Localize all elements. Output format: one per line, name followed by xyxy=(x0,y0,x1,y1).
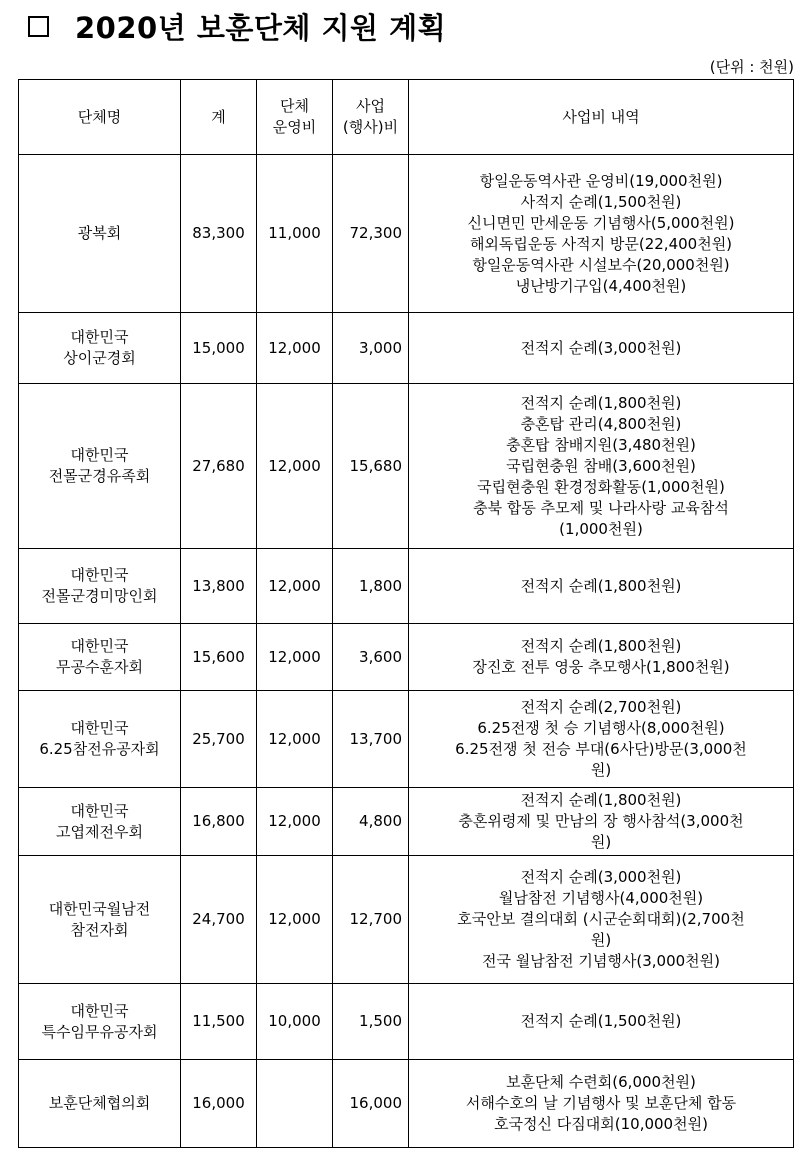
total-amount: 25,700 xyxy=(181,691,257,788)
org-name-line: 대한민국 xyxy=(70,637,129,655)
business-detail xyxy=(409,984,794,1060)
detail-line: 신니면민 만세운동 기념행사(5,000천원) xyxy=(467,213,735,232)
org-name-line: 특수임무유공자회 xyxy=(41,1022,158,1041)
business-cost: 72,300 xyxy=(333,155,409,313)
org-name xyxy=(19,856,181,984)
detail-line: 사적지 순례(1,500천원) xyxy=(520,192,682,211)
table-row xyxy=(19,691,794,788)
operating-cost: 12,000 xyxy=(257,788,333,856)
table-row xyxy=(19,856,794,984)
business-detail xyxy=(409,313,794,384)
operating-cost: 12,000 xyxy=(257,549,333,624)
table-row xyxy=(19,984,794,1060)
detail-line: 장진호 전투 영웅 추모행사(1,800천원) xyxy=(472,658,730,676)
business-detail xyxy=(409,788,794,856)
page-title xyxy=(28,6,446,46)
detail-line: 보훈단체 수련회(6,000천원) xyxy=(506,1073,696,1091)
business-cost: 12,700 xyxy=(333,856,409,984)
org-name-line: 전몰군경유족회 xyxy=(48,467,151,485)
header-biz-line1: 사업 xyxy=(356,97,385,115)
detail-line: 월남참전 기념행사(4,000천원) xyxy=(498,889,704,907)
detail-line: 전적지 순례(1,800천원) xyxy=(520,791,682,809)
org-name-line: 대한민국월남전 xyxy=(48,899,151,918)
org-name xyxy=(19,549,181,624)
org-name-line: 대한민국 xyxy=(70,801,129,820)
detail-line: 국립현충원 환경정화활동(1,000천원) xyxy=(477,477,725,496)
header-detail: 사업비 내역 xyxy=(409,80,794,155)
table-row xyxy=(19,788,794,856)
total-amount: 16,000 xyxy=(181,1060,257,1148)
header-operating-cost xyxy=(257,80,333,155)
business-detail xyxy=(409,384,794,549)
org-name xyxy=(19,691,181,788)
business-detail xyxy=(409,549,794,624)
header-total: 계 xyxy=(181,80,257,155)
business-detail xyxy=(409,691,794,788)
table-header-row xyxy=(19,80,794,155)
detail-line: (1,000천원) xyxy=(559,519,643,538)
total-amount: 15,000 xyxy=(181,313,257,384)
detail-line: 국립현충원 참배(3,600천원) xyxy=(506,456,696,475)
detail-line: 전적지 순례(1,500천원) xyxy=(520,1012,682,1030)
detail-line: 충혼위령제 및 만남의 장 행사참석(3,000천 xyxy=(458,812,744,830)
org-name xyxy=(19,984,181,1060)
business-cost: 1,500 xyxy=(333,984,409,1060)
header-name: 단체명 xyxy=(19,80,181,155)
operating-cost: 12,000 xyxy=(257,384,333,549)
detail-line: 전적지 순례(3,000천원) xyxy=(520,868,682,886)
detail-line: 항일운동역사관 시설보수(20,000천원) xyxy=(472,255,730,274)
total-amount: 27,680 xyxy=(181,384,257,549)
org-name-line: 대한민국 xyxy=(70,446,129,464)
org-name-line: 대한민국 xyxy=(70,719,129,737)
total-amount: 11,500 xyxy=(181,984,257,1060)
operating-cost: 12,000 xyxy=(257,856,333,984)
business-cost: 15,680 xyxy=(333,384,409,549)
total-amount: 13,800 xyxy=(181,549,257,624)
table-body xyxy=(19,155,794,1148)
operating-cost: 12,000 xyxy=(257,313,333,384)
detail-line: 냉난방기구입(4,400천원) xyxy=(515,276,687,295)
unit-label: (단위 : 천원) xyxy=(709,58,794,76)
total-amount: 15,600 xyxy=(181,624,257,691)
table-row xyxy=(19,1060,794,1148)
business-detail xyxy=(409,1060,794,1148)
detail-line: 호국안보 결의대회 (시군순회대회)(2,700천 xyxy=(457,910,745,928)
table-row xyxy=(19,155,794,313)
business-detail xyxy=(409,155,794,313)
header-op-line1: 단체 xyxy=(280,97,309,115)
detail-line: 원) xyxy=(590,761,612,779)
detail-line: 충혼탑 참배지원(3,480천원) xyxy=(506,435,696,454)
detail-line: 6.25전쟁 첫 전승 부대(6사단)방문(3,000천 xyxy=(455,740,747,758)
page-title-text: 2020년 보훈단체 지원 계획 xyxy=(75,10,447,45)
detail-line: 해외독립운동 사적지 방문(22,400천원) xyxy=(469,234,733,253)
org-name xyxy=(19,1060,181,1148)
total-amount: 16,800 xyxy=(181,788,257,856)
org-name-line: 대한민국 xyxy=(70,1001,129,1020)
total-amount: 24,700 xyxy=(181,856,257,984)
header-biz-line2: (행사)비 xyxy=(342,118,399,136)
org-name-line: 광복회 xyxy=(77,224,122,242)
detail-line: 전적지 순례(1,800천원) xyxy=(520,637,682,655)
detail-line: 원) xyxy=(590,931,612,949)
operating-cost: 11,000 xyxy=(257,155,333,313)
org-name-line: 참전자회 xyxy=(70,920,129,939)
checkbox-square-icon xyxy=(28,16,49,37)
detail-line: 충혼탑 관리(4,800천원) xyxy=(520,414,682,433)
business-cost: 13,700 xyxy=(333,691,409,788)
business-cost: 1,800 xyxy=(333,549,409,624)
org-name-line: 보훈단체협의회 xyxy=(48,1094,151,1112)
org-name xyxy=(19,155,181,313)
business-cost: 16,000 xyxy=(333,1060,409,1148)
detail-line: 6.25전쟁 첫 승 기념행사(8,000천원) xyxy=(477,719,725,737)
table-row xyxy=(19,313,794,384)
operating-cost xyxy=(257,1060,333,1148)
detail-line: 원) xyxy=(590,833,612,851)
detail-line: 전적지 순례(2,700천원) xyxy=(520,698,682,716)
detail-line: 서해수호의 날 기념행사 및 보훈단체 합동 xyxy=(465,1094,737,1112)
header-business-cost xyxy=(333,80,409,155)
detail-line: 전적지 순례(3,000천원) xyxy=(520,338,682,357)
header-op-line2: 운영비 xyxy=(272,118,317,136)
detail-line: 전적지 순례(1,800천원) xyxy=(520,576,682,595)
org-name-line: 전몰군경미망인회 xyxy=(41,587,158,605)
org-name xyxy=(19,788,181,856)
detail-line: 전국 월남참전 기념행사(3,000천원) xyxy=(481,952,721,970)
org-name xyxy=(19,384,181,549)
business-detail xyxy=(409,856,794,984)
table-row xyxy=(19,384,794,549)
org-name-line: 고엽제전우회 xyxy=(56,822,143,841)
detail-line: 충북 합동 추모제 및 나라사랑 교육참석 xyxy=(473,498,729,517)
operating-cost: 12,000 xyxy=(257,624,333,691)
org-name-line: 대한민국 xyxy=(70,566,129,584)
table-row xyxy=(19,624,794,691)
table-row xyxy=(19,549,794,624)
total-amount: 83,300 xyxy=(181,155,257,313)
business-cost: 4,800 xyxy=(333,788,409,856)
org-name-line: 6.25참전유공자회 xyxy=(39,740,160,758)
detail-line: 항일운동역사관 운영비(19,000천원) xyxy=(479,171,723,190)
business-cost: 3,600 xyxy=(333,624,409,691)
org-name xyxy=(19,313,181,384)
org-name xyxy=(19,624,181,691)
operating-cost: 12,000 xyxy=(257,691,333,788)
detail-line: 호국정신 다짐대회(10,000천원) xyxy=(494,1115,708,1133)
org-name-line: 상이군경회 xyxy=(63,349,136,367)
org-name-line: 대한민국 xyxy=(70,328,129,346)
business-detail xyxy=(409,624,794,691)
detail-line: 전적지 순례(1,800천원) xyxy=(520,393,682,412)
org-name-line: 무공수훈자회 xyxy=(56,658,143,676)
support-plan-table xyxy=(18,79,794,1148)
operating-cost: 10,000 xyxy=(257,984,333,1060)
business-cost: 3,000 xyxy=(333,313,409,384)
